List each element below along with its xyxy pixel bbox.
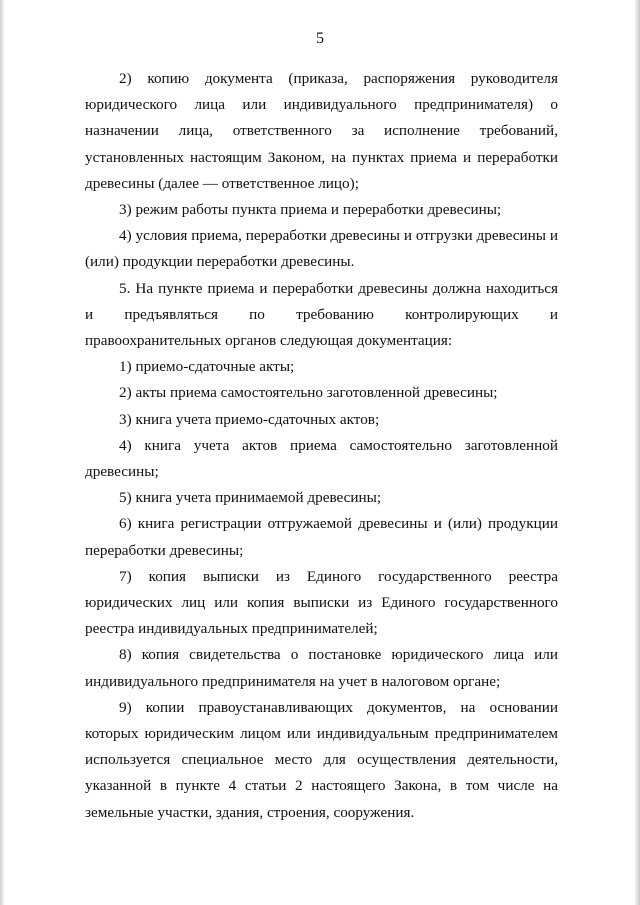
list-item-3: 3) книга учета приемо-сдаточных актов; xyxy=(119,410,380,428)
paragraph-item-4-conditions: 4) условия приема, переработки древесины и отгрузки древесины и (или) продукции переработки древесины. xyxy=(85,227,558,271)
scan-edge-left xyxy=(0,0,4,905)
list-item-5: 5) книга учета принимаемой древесины; xyxy=(119,489,382,507)
paragraph-item-3-work-schedule: 3) режим работы пункта приема и переработки древесины; xyxy=(119,201,502,219)
list-item-8: 8) копия свидетельства о постановке юридического лица или индивидуального предпринимателя на учет в налоговом органе; xyxy=(85,646,558,690)
list-item-1: 1) приемо-сдаточные акты; xyxy=(119,358,295,376)
list-item-6: 6) книга регистрации отгружаемой древесины и (или) продукции переработки древесины; xyxy=(85,515,558,559)
list-item-7: 7) копия выписки из Единого государственного реестра юридических лиц или копия выписки из Единого государственного реестра индивидуальных предпринимателей; xyxy=(85,567,558,638)
scan-edge-right xyxy=(635,0,640,905)
paragraph-section-5-documentation: 5. На пункте приема и переработки древесины должна находиться и предъявляться по требованию контролирующих и правоохранительных органов следующая документация: xyxy=(85,279,558,350)
document-body xyxy=(85,66,558,826)
list-item-4: 4) книга учета актов приема самостоятельно заготовленной древесины; xyxy=(85,436,558,481)
page-number: 5 xyxy=(316,30,324,47)
paragraph-item-2-order-copy: 2) копию документа (приказа, распоряжения руководителя юридического лица или индивидуального предпринимателя) о назначении лица, ответственного за исполнение требований, установленных настоящим Законом, на пунктах приема и переработки древесины (далее — ответственное лицо); xyxy=(85,70,558,192)
list-item-9: 9) копии правоустанавливающих документов, на основании которых юридическим лицом или индивидуальным предпринимателем используется специальное место для осуществления деятельности, указанной в пункте 4 статьи 2 настоящего Закона, в том числе на земельные участки, здания, строения, сооружения. xyxy=(85,698,558,821)
list-item-2: 2) акты приема самостоятельно заготовленной древесины; xyxy=(119,384,498,402)
